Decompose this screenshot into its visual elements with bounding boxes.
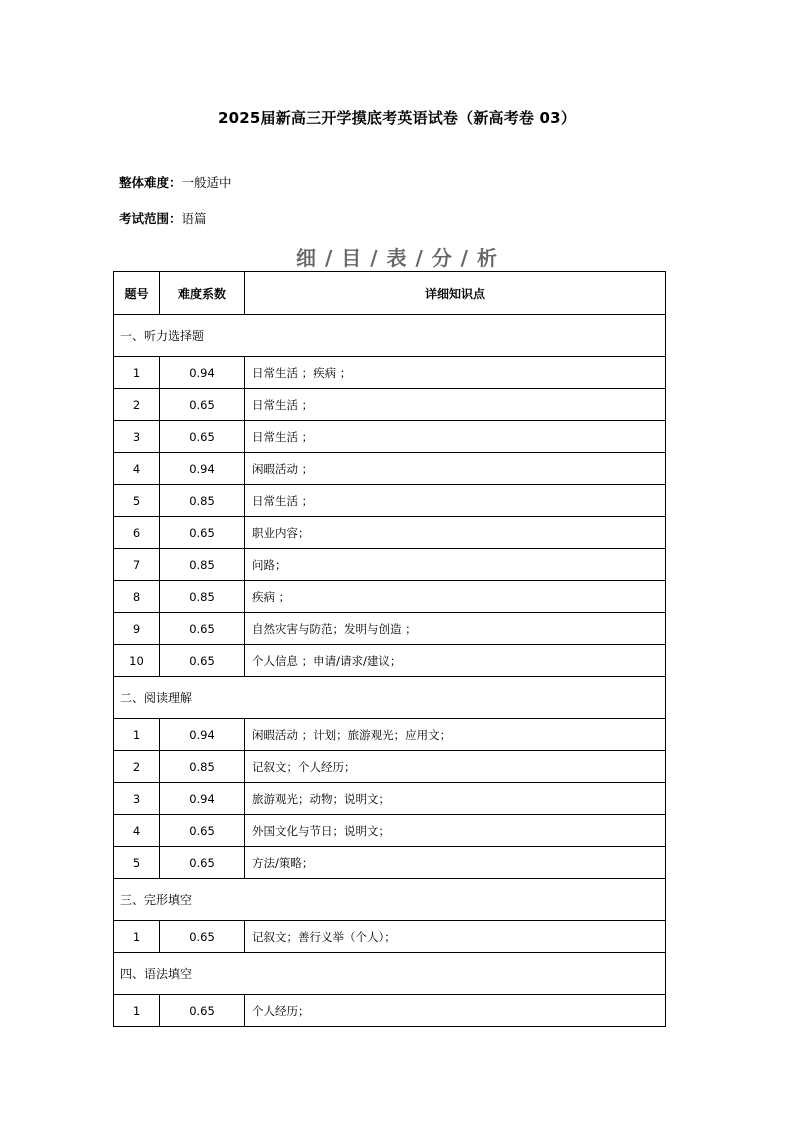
scope-value: 语篇	[181, 211, 207, 226]
table-row	[114, 815, 666, 847]
knowledge-points: 闲暇活动 ；	[245, 453, 666, 485]
header-question-number: 题号	[114, 272, 160, 315]
table-row	[114, 389, 666, 421]
question-number: 8	[114, 581, 160, 613]
table-row	[114, 549, 666, 581]
knowledge-points: 日常生活 ；	[245, 485, 666, 517]
table-row	[114, 421, 666, 453]
section-title: 二、阅读理解	[114, 677, 666, 719]
question-number: 1	[114, 719, 160, 751]
section-title: 四、语法填空	[114, 953, 666, 995]
table-row	[114, 485, 666, 517]
question-number: 5	[114, 485, 160, 517]
difficulty-coefficient: 0.65	[160, 645, 245, 677]
section-title: 三、完形填空	[114, 879, 666, 921]
table-row	[114, 645, 666, 677]
difficulty-coefficient: 0.65	[160, 517, 245, 549]
question-number: 3	[114, 783, 160, 815]
table-row	[114, 719, 666, 751]
difficulty-coefficient: 0.85	[160, 581, 245, 613]
analysis-heading: 细 / 目 / 表 / 分 / 析	[296, 246, 498, 270]
difficulty-coefficient: 0.65	[160, 815, 245, 847]
table-row	[114, 453, 666, 485]
knowledge-points: 日常生活 ；	[245, 389, 666, 421]
difficulty-coefficient: 0.94	[160, 357, 245, 389]
question-number: 3	[114, 421, 160, 453]
difficulty-coefficient: 0.65	[160, 995, 245, 1027]
question-number: 6	[114, 517, 160, 549]
difficulty-coefficient: 0.85	[160, 485, 245, 517]
question-number: 10	[114, 645, 160, 677]
knowledge-points: 方法/策略；	[245, 847, 666, 879]
difficulty-coefficient: 0.65	[160, 847, 245, 879]
table-row	[114, 357, 666, 389]
difficulty-coefficient: 0.94	[160, 719, 245, 751]
section-row	[114, 953, 666, 995]
table-row	[114, 751, 666, 783]
section-row	[114, 315, 666, 357]
question-number: 9	[114, 613, 160, 645]
difficulty-label: 整体难度：	[119, 175, 182, 190]
table-row	[114, 921, 666, 953]
question-number: 2	[114, 389, 160, 421]
header-knowledge-points: 详细知识点	[245, 272, 666, 315]
difficulty-coefficient: 0.94	[160, 453, 245, 485]
section-title: 一、听力选择题	[114, 315, 666, 357]
question-number: 7	[114, 549, 160, 581]
difficulty-coefficient: 0.65	[160, 613, 245, 645]
knowledge-points: 职业内容；	[245, 517, 666, 549]
difficulty-coefficient: 0.65	[160, 421, 245, 453]
difficulty-coefficient: 0.65	[160, 921, 245, 953]
document-title: 2025届新高三开学摸底考英语试卷（新高考卷 03）	[217, 109, 577, 127]
table-row	[114, 847, 666, 879]
knowledge-points: 记叙文；善行义举（个人）；	[245, 921, 666, 953]
knowledge-points: 问路；	[245, 549, 666, 581]
difficulty-coefficient: 0.85	[160, 549, 245, 581]
knowledge-points: 自然灾害与防范；发明与创造 ；	[245, 613, 666, 645]
table-row	[114, 783, 666, 815]
knowledge-points: 外国文化与节日；说明文；	[245, 815, 666, 847]
difficulty-coefficient: 0.85	[160, 751, 245, 783]
table-header-row	[114, 272, 666, 315]
difficulty-coefficient: 0.65	[160, 389, 245, 421]
knowledge-points: 个人信息 ；申请/请求/建议；	[245, 645, 666, 677]
scope-label: 考试范围：	[119, 211, 182, 226]
knowledge-points: 疾病 ；	[245, 581, 666, 613]
question-number: 1	[114, 921, 160, 953]
knowledge-points: 个人经历；	[245, 995, 666, 1027]
difficulty-value: 一般适中	[181, 175, 232, 190]
analysis-table	[113, 271, 666, 1027]
knowledge-points: 日常生活 ；	[245, 421, 666, 453]
question-number: 5	[114, 847, 160, 879]
question-number: 2	[114, 751, 160, 783]
question-number: 1	[114, 357, 160, 389]
knowledge-points: 记叙文；个人经历；	[245, 751, 666, 783]
table-row	[114, 581, 666, 613]
knowledge-points: 闲暇活动 ；计划；旅游观光；应用文；	[245, 719, 666, 751]
header-difficulty-coefficient: 难度系数	[160, 272, 245, 315]
table-row	[114, 613, 666, 645]
question-number: 4	[114, 453, 160, 485]
table-row	[114, 517, 666, 549]
difficulty-coefficient: 0.94	[160, 783, 245, 815]
knowledge-points: 日常生活 ；疾病 ；	[245, 357, 666, 389]
knowledge-points: 旅游观光；动物；说明文；	[245, 783, 666, 815]
question-number: 1	[114, 995, 160, 1027]
section-row	[114, 879, 666, 921]
section-row	[114, 677, 666, 719]
overall-difficulty	[119, 173, 232, 191]
question-number: 4	[114, 815, 160, 847]
exam-scope	[119, 209, 207, 227]
table-row	[114, 995, 666, 1027]
